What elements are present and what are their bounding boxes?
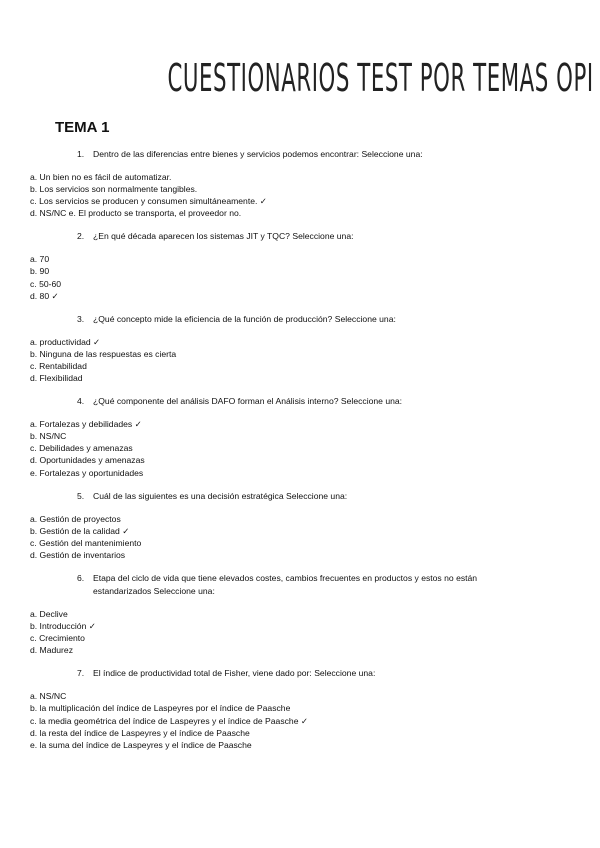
question-list	[30, 148, 570, 762]
answer-option: a. 70	[30, 254, 50, 265]
answer-option: c. Rentabilidad	[30, 360, 87, 371]
answer-options	[30, 253, 570, 301]
answer-option: c. la media geométrica del índice de Laspeyres y el índice de Paasche ✓	[30, 715, 309, 726]
answer-option: e. Fortalezas y oportunidades	[30, 467, 144, 478]
question	[77, 395, 570, 408]
answer-option: a. Un bien no es fácil de automatizar.	[30, 172, 172, 182]
question-text: Cuál de las siguientes es una decisión estratégica Seleccione una:	[93, 490, 348, 501]
question-text: ¿Qué componente del análisis DAFO forman el Análisis interno? Seleccione una:	[93, 396, 403, 407]
answer-option: c. Debilidades y amenazas	[30, 443, 133, 454]
question-number: 4.	[77, 396, 85, 407]
answer-option: d. la resta del índice de Laspeyres y el índice de Paasche	[30, 727, 250, 738]
answer-option: d. NS/NC e. El producto se transporta, el proveedor no.	[30, 208, 242, 219]
answer-options	[30, 608, 570, 656]
answer-option: c. Los servicios se producen y consumen simultáneamente. ✓	[30, 196, 267, 207]
answer-option: a. productividad ✓	[30, 336, 101, 347]
question-number: 3.	[77, 313, 85, 324]
question	[77, 148, 570, 161]
answer-option: d. Oportunidades y amenazas	[30, 455, 145, 466]
answer-option: a. NS/NC	[30, 691, 67, 702]
question-text: Etapa del ciclo de vida que tiene elevados costes, cambios frecuentes en productos y estos no están estandarizados Seleccione una:	[93, 572, 478, 596]
answer-option: c. 50-60	[30, 278, 62, 289]
answer-option: d. 80 ✓	[30, 290, 59, 301]
question-text: El índice de productividad total de Fisher, viene dado por: Seleccione una:	[93, 668, 376, 679]
answer-options	[30, 336, 570, 384]
answer-option: d. Madurez	[30, 645, 73, 656]
answer-option: a. Declive	[30, 608, 68, 619]
answer-option: b. 90	[30, 266, 50, 277]
question	[77, 313, 570, 326]
question	[77, 230, 570, 243]
answer-option: b. Gestión de la calidad ✓	[30, 525, 130, 536]
question-text: ¿Qué concepto mide la eficiencia de la función de producción? Seleccione una:	[93, 313, 396, 324]
answer-option: a. Gestión de proyectos	[30, 513, 121, 524]
answer-options	[30, 171, 570, 219]
document-title-block	[0, 56, 600, 100]
question-text: Dentro de las diferencias entre bienes y servicios podemos encontrar: Seleccione una:	[93, 149, 423, 159]
question-number: 2.	[77, 231, 85, 242]
answer-option: d. Gestión de inventarios	[30, 549, 126, 560]
document-title: CUESTIONARIOS TEST POR TEMAS OPI	[167, 56, 594, 100]
answer-option: a. Fortalezas y debilidades ✓	[30, 419, 142, 430]
section-heading: TEMA 1	[55, 119, 110, 136]
question	[77, 572, 570, 598]
answer-options	[30, 690, 570, 750]
question-number: 5.	[77, 490, 85, 501]
question	[77, 667, 570, 680]
question-number: 6.	[77, 572, 85, 583]
answer-options	[30, 418, 570, 478]
answer-options	[30, 513, 570, 561]
answer-option: b. Los servicios son normalmente tangibles.	[30, 184, 198, 195]
answer-option: d. Flexibilidad	[30, 373, 83, 384]
question-number: 7.	[77, 668, 85, 679]
question	[77, 490, 570, 503]
answer-option: b. Ninguna de las respuestas es cierta	[30, 348, 177, 359]
answer-option: c. Crecimiento	[30, 633, 85, 644]
answer-option: b. Introducción ✓	[30, 621, 96, 632]
answer-option: e. la suma del índice de Laspeyres y el índice de Paasche	[30, 739, 252, 750]
answer-option: b. la multiplicación del índice de Laspeyres por el índice de Paasche	[30, 703, 291, 714]
question-number: 1.	[77, 149, 85, 159]
answer-option: c. Gestión del mantenimiento	[30, 537, 142, 548]
question-text: ¿En qué década aparecen los sistemas JIT y TQC? Seleccione una:	[93, 231, 354, 242]
answer-option: b. NS/NC	[30, 431, 67, 442]
